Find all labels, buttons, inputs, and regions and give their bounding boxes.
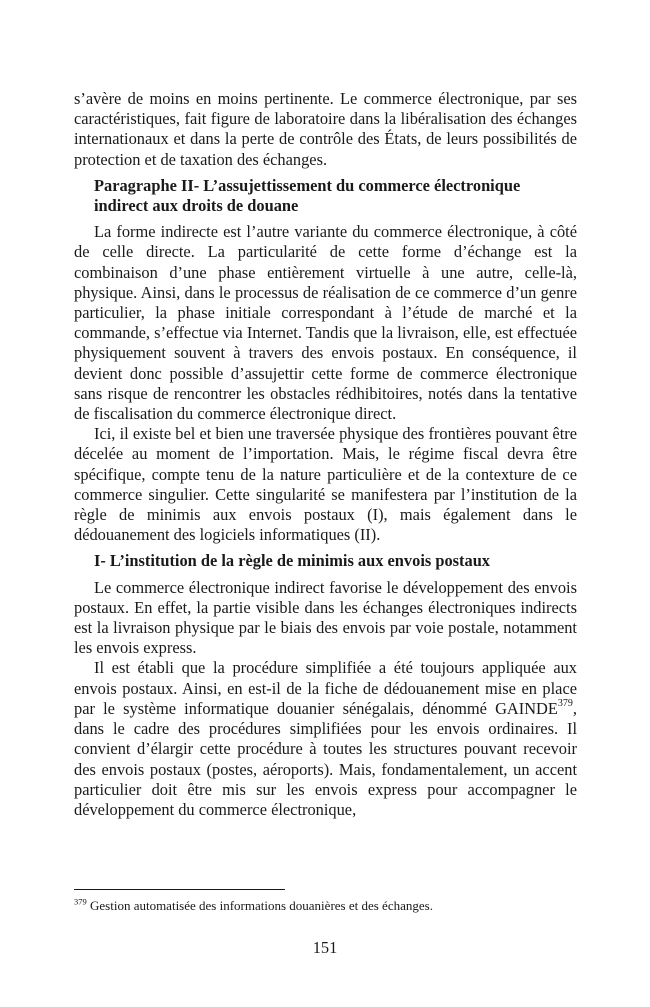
footnote-reference[interactable]: 379: [557, 698, 573, 710]
section-heading: Paragraphe II- L’assujettissement du commerce électronique indirect aux droits de douane: [94, 175, 521, 216]
paragraph-4-text-b: , dans le cadre des procédures simplifiées pour les envois ordinaires. Il convient d’élargir cette procédure à toutes les structures pouvant recevoir des envois postaux (postes, aéroports). Mais, fondamentalement, un accent particulier doit être mis sur les envois express pour accompagner le développement du commerce électronique,: [74, 698, 577, 819]
page-body: [74, 89, 577, 820]
paragraph-4: [74, 658, 577, 820]
paragraph-3: Le commerce électronique indirect favorise le développement des envois postaux. En effet, la partie visible dans les échanges électroniques indirects est la livraison physique par le biais des envois par voie postale, notamment les envois express.: [74, 577, 577, 658]
paragraph-4-text-a: Il est établi que la procédure simplifiée a été toujours appliquée aux envois postaux. Ainsi, en est-il de la fiche de dédouanement mise en place par le système informatique douanier sénégalais, dénommé GAINDE: [74, 658, 577, 718]
footnote-separator: [74, 889, 285, 890]
paragraph-2: Ici, il existe bel et bien une traversée physique des frontières pouvant être décelée au moment de l’importation. Mais, le régime fiscal devra être spécifique, compte tenu de la nature particulière et de la contexture de ce commerce singulier. Cette singularité se manifestera par l’institution de la règle de minimis aux envois postaux (I), mais également dans le dédouanement des logiciels informatiques (II).: [74, 424, 577, 545]
footnote: [74, 898, 433, 914]
page-number: 151: [312, 938, 338, 957]
footnote-text: Gestion automatisée des informations douanières et des échanges.: [86, 898, 433, 913]
paragraph-continued: s’avère de moins en moins pertinente. Le commerce électronique, par ses caractéristiques, fait figure de laboratoire dans la libéralisation des échanges internationaux et dans la perte de contrôle des États, de leurs possibilités de protection et de taxation des échanges.: [74, 89, 577, 169]
paragraph-1: La forme indirecte est l’autre variante du commerce électronique, à côté de celle directe. La particularité de cette forme d’échange est la combinaison d’une phase entièrement virtuelle à une autre, celle-là, physique. Ainsi, dans le processus de réalisation de ce commerce d’un genre particulier, la phase initiale correspondant à l’étude de marché et la commande, s’effectue via Internet. Tandis que la livraison, elle, est effectuée physiquement souvent à travers des envois postaux. En conséquence, il devient donc possible d’assujettir cette forme de commerce électronique sans risque de rencontrer les obstacles rédhibitoires, notés dans la tentative de fiscalisation du commerce électronique direct.: [74, 222, 577, 424]
footnote-number: 379: [74, 896, 87, 907]
subsection-heading: I- L’institution de la règle de minimis aux envois postaux: [94, 551, 490, 571]
